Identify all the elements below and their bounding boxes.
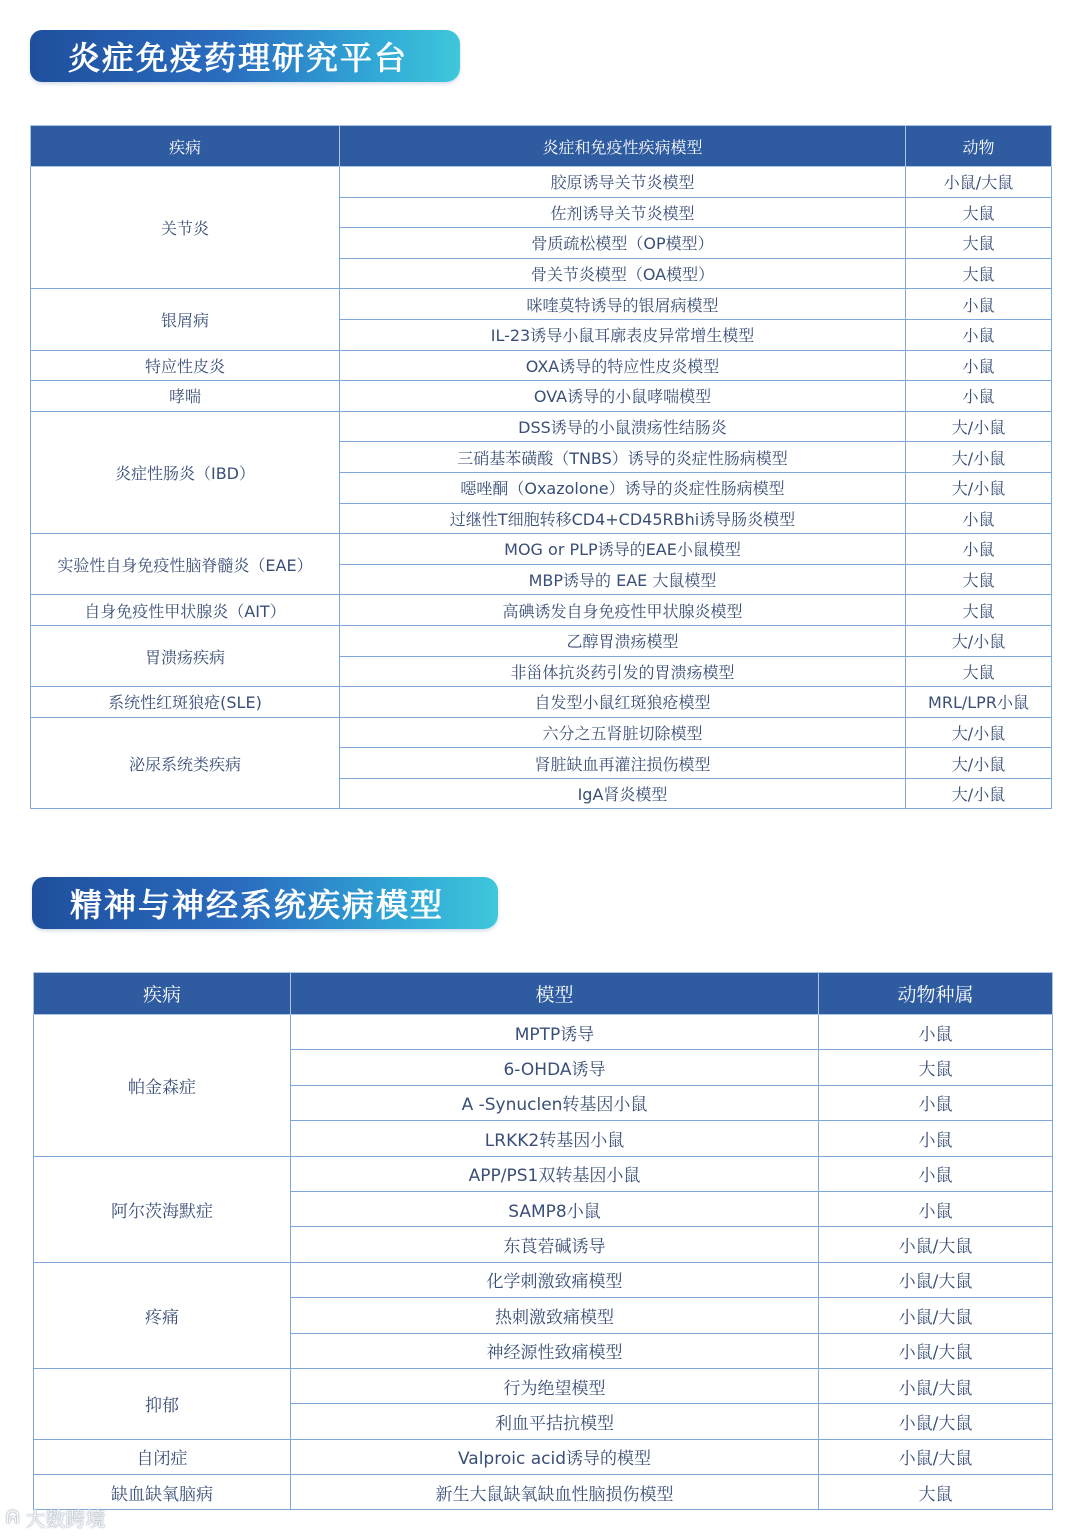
model-cell: 佐剂诱导关节炎模型: [340, 197, 906, 228]
disease-cell: 胃溃疡疾病: [31, 625, 340, 686]
animal-cell: 小鼠: [906, 381, 1052, 412]
model-cell: 神经源性致痛模型: [291, 1333, 819, 1368]
animal-cell: 小鼠: [819, 1191, 1053, 1226]
table-row: [31, 350, 1052, 381]
animal-cell: 小鼠/大鼠: [819, 1298, 1053, 1333]
model-cell: 胶原诱导关节炎模型: [340, 167, 906, 198]
model-cell: OVA诱导的小鼠哮喘模型: [340, 381, 906, 412]
section-title: 炎症免疫药理研究平台: [68, 39, 409, 77]
animal-cell: 大鼠: [819, 1475, 1053, 1510]
model-cell: 三硝基苯磺酸（TNBS）诱导的炎症性肠病模型: [340, 442, 906, 473]
model-cell: 噁唑酮（Oxazolone）诱导的炎症性肠病模型: [340, 472, 906, 503]
table-row: [34, 1439, 1053, 1474]
animal-cell: 小鼠/大鼠: [819, 1404, 1053, 1439]
table-row: [31, 167, 1052, 198]
model-cell: 东莨菪碱诱导: [291, 1227, 819, 1262]
model-cell: 6-OHDA诱导: [291, 1050, 819, 1085]
animal-cell: 大鼠: [906, 656, 1052, 687]
animal-cell: MRL/LPR小鼠: [906, 687, 1052, 718]
disease-cell: 炎症性肠炎（IBD）: [31, 411, 340, 533]
table-row: [34, 1475, 1053, 1510]
table-row: [31, 625, 1052, 656]
watermark: [6, 1503, 105, 1532]
model-cell: 利血平拮抗模型: [291, 1404, 819, 1439]
table-header-row: [34, 973, 1053, 1015]
animal-cell: 小鼠: [906, 319, 1052, 350]
table-row: [31, 534, 1052, 565]
animal-cell: 大/小鼠: [906, 411, 1052, 442]
model-cell: OXA诱导的特应性皮炎模型: [340, 350, 906, 381]
disease-cell: 泌尿系统类疾病: [31, 717, 340, 809]
animal-cell: 大/小鼠: [906, 748, 1052, 779]
disease-cell: 帕金森症: [34, 1015, 291, 1157]
disease-cell: 关节炎: [31, 167, 340, 289]
disease-cell: 银屑病: [31, 289, 340, 350]
model-cell: MOG or PLP诱导的EAE小鼠模型: [340, 534, 906, 565]
animal-cell: 大/小鼠: [906, 472, 1052, 503]
animal-cell: 大鼠: [819, 1050, 1053, 1085]
table-header-row: [31, 126, 1052, 167]
table-row: [31, 381, 1052, 412]
model-cell: 骨关节炎模型（OA模型）: [340, 258, 906, 289]
watermark-text: 大数跨境: [25, 1507, 106, 1531]
animal-cell: 大鼠: [906, 197, 1052, 228]
animal-cell: 小鼠: [819, 1156, 1053, 1191]
model-cell: 乙醇胃溃疡模型: [340, 625, 906, 656]
table-row: [31, 289, 1052, 320]
model-cell: 行为绝望模型: [291, 1368, 819, 1403]
animal-cell: 大/小鼠: [906, 625, 1052, 656]
model-cell: 热刺激致痛模型: [291, 1298, 819, 1333]
table-row: [34, 1262, 1053, 1297]
animal-cell: 大/小鼠: [906, 717, 1052, 748]
animal-cell: 大/小鼠: [906, 442, 1052, 473]
table-row: [31, 687, 1052, 718]
model-cell: LRKK2转基因小鼠: [291, 1121, 819, 1156]
table-row: [31, 595, 1052, 626]
table-row: [31, 411, 1052, 442]
disease-cell: 特应性皮炎: [31, 350, 340, 381]
inflammation-model-table: [30, 125, 1052, 809]
section-banner-neuro: [32, 877, 498, 929]
header-disease: 疾病: [31, 126, 340, 167]
model-cell: 新生大鼠缺氧缺血性脑损伤模型: [291, 1475, 819, 1510]
section-title: 精神与神经系统疾病模型: [70, 886, 445, 924]
animal-cell: 小鼠/大鼠: [819, 1368, 1053, 1403]
model-cell: 化学刺激致痛模型: [291, 1262, 819, 1297]
disease-cell: 自闭症: [34, 1439, 291, 1474]
disease-cell: 哮喘: [31, 381, 340, 412]
model-cell: IL-23诱导小鼠耳廓表皮异常增生模型: [340, 319, 906, 350]
model-cell: Valproic acid诱导的模型: [291, 1439, 819, 1474]
disease-cell: 系统性红斑狼疮(SLE): [31, 687, 340, 718]
disease-cell: 抑郁: [34, 1368, 291, 1439]
model-cell: 高碘诱发自身免疫性甲状腺炎模型: [340, 595, 906, 626]
disease-cell: 缺血缺氧脑病: [34, 1475, 291, 1510]
model-cell: IgA肾炎模型: [340, 778, 906, 809]
disease-cell: 自身免疫性甲状腺炎（AIT）: [31, 595, 340, 626]
animal-cell: 大/小鼠: [906, 778, 1052, 809]
animal-cell: 大鼠: [906, 564, 1052, 595]
section-banner-inflammation: [30, 30, 460, 82]
disease-cell: 阿尔茨海默症: [34, 1156, 291, 1262]
animal-cell: 大鼠: [906, 595, 1052, 626]
table-row: [31, 717, 1052, 748]
header-model: 炎症和免疫性疾病模型: [340, 126, 906, 167]
model-cell: 六分之五肾脏切除模型: [340, 717, 906, 748]
model-cell: 咪喹莫特诱导的银屑病模型: [340, 289, 906, 320]
model-cell: MPTP诱导: [291, 1015, 819, 1050]
model-cell: A -Synuclen转基因小鼠: [291, 1085, 819, 1120]
animal-cell: 小鼠: [819, 1015, 1053, 1050]
animal-cell: 小鼠: [819, 1085, 1053, 1120]
model-cell: MBP诱导的 EAE 大鼠模型: [340, 564, 906, 595]
model-cell: 自发型小鼠红斑狼疮模型: [340, 687, 906, 718]
header-species: 动物种属: [819, 973, 1053, 1015]
table-row: [34, 1015, 1053, 1050]
animal-cell: 小鼠: [906, 503, 1052, 534]
neuro-model-table: [33, 972, 1053, 1510]
model-cell: DSS诱导的小鼠溃疡性结肠炎: [340, 411, 906, 442]
disease-cell: 实验性自身免疫性脑脊髓炎（EAE）: [31, 534, 340, 595]
model-cell: 骨质疏松模型（OP模型）: [340, 228, 906, 259]
header-animal: 动物: [906, 126, 1052, 167]
animal-cell: 小鼠/大鼠: [819, 1262, 1053, 1297]
animal-cell: 小鼠/大鼠: [906, 167, 1052, 198]
model-cell: 非甾体抗炎药引发的胃溃疡模型: [340, 656, 906, 687]
animal-cell: 小鼠: [906, 350, 1052, 381]
model-cell: 过继性T细胞转移CD4+CD45RBhi诱导肠炎模型: [340, 503, 906, 534]
model-cell: SAMP8小鼠: [291, 1191, 819, 1226]
watermark-logo-icon: ᕱ: [6, 1507, 20, 1528]
animal-cell: 小鼠/大鼠: [819, 1227, 1053, 1262]
animal-cell: 小鼠/大鼠: [819, 1333, 1053, 1368]
animal-cell: 小鼠/大鼠: [819, 1439, 1053, 1474]
animal-cell: 小鼠: [906, 289, 1052, 320]
disease-cell: 疼痛: [34, 1262, 291, 1368]
animal-cell: 大鼠: [906, 258, 1052, 289]
model-cell: APP/PS1双转基因小鼠: [291, 1156, 819, 1191]
table-row: [34, 1368, 1053, 1403]
animal-cell: 小鼠: [906, 534, 1052, 565]
model-cell: 肾脏缺血再灌注损伤模型: [340, 748, 906, 779]
animal-cell: 小鼠: [819, 1121, 1053, 1156]
animal-cell: 大鼠: [906, 228, 1052, 259]
header-model: 模型: [291, 973, 819, 1015]
header-disease: 疾病: [34, 973, 291, 1015]
table-row: [34, 1156, 1053, 1191]
